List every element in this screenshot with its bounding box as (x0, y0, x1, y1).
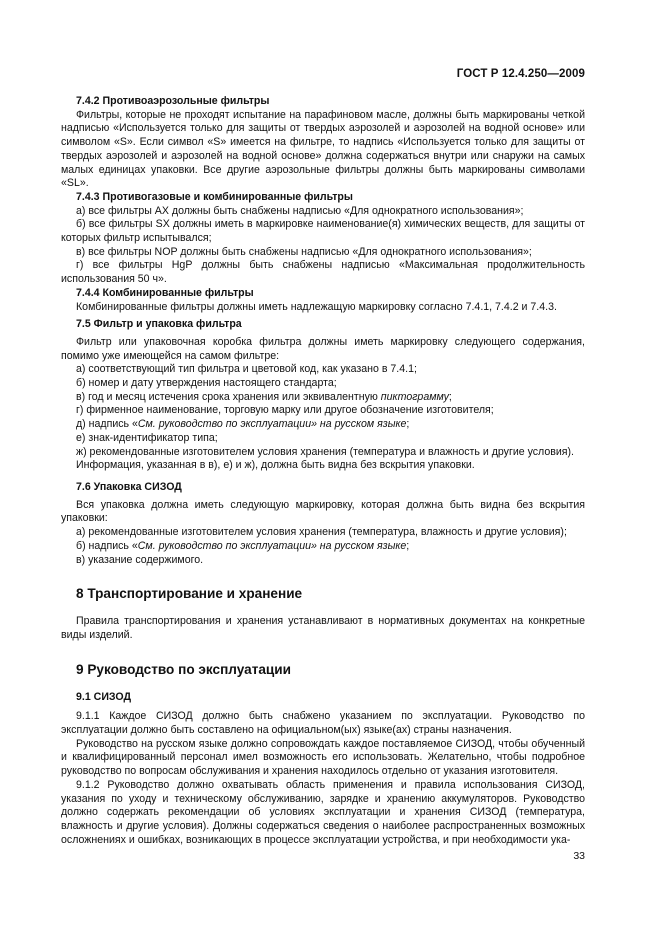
list-item: б) номер и дату утверждения настоящего стандарта; (76, 377, 337, 390)
list-item: б) надпись «См. руководство по эксплуатации» на русском языке; (76, 539, 410, 552)
paragraph: Фильтр или упаковочная коробка фильтра должны иметь маркировку следующего содержания, помимо уже имеющейся на самом фильтре: (61, 335, 585, 362)
list-item: в) все фильтры NOP должны быть снабжены надписью «Для однократного использования»; (76, 245, 532, 258)
page-number: 33 (573, 850, 585, 862)
list-item: г) все фильтры HgP должны быть снабжены надписью «Максимальная продолжительность использования 50 ч». (61, 259, 585, 286)
section-heading-7-5: 7.5 Фильтр и упаковка фильтра (76, 318, 242, 331)
list-item: б) все фильтры SX должны иметь в маркировке наименование(я) химических веществ, для защиты от которых фильтр испытывался; (61, 218, 585, 245)
list-item: г) фирменное наименование, торговую марку или другое обозначение изготовителя; (76, 404, 494, 417)
paragraph: Руководство на русском языке должно сопровождать каждое поставляемое СИЗОД, чтобы обученный и квалифицированный персонал имел возможность его использовать. Желательно, чтобы подробное руководство по вопросам обслуживания и хранения находилось отдельно от указания изготовителя. (61, 737, 585, 778)
list-item: д) надпись «См. руководство по эксплуатации» на русском языке; (76, 418, 410, 431)
paragraph: Правила транспортирования и хранения устанавливают в нормативных документах на конкретные виды изделий. (61, 615, 585, 641)
section-heading-9-1: 9.1 СИЗОД (76, 690, 132, 703)
list-item: а) рекомендованные изготовителем условия хранения (температура, влажность и другие условия); (76, 526, 567, 539)
paragraph: 9.1.2 Руководство должно охватывать область применения и правила использования СИЗОД, указания по уходу и техническому обслуживанию, зарядке и хранению аккумуляторов. Руководство должно содержать рекомендации об условиях эксплуатации и хранения СИЗОД (температура, влажность и другие условия). Должны содержаться сведения о наиболее распространенных возможных осложнениях и ошибках, возникающих в процессе эксплуатации устройства, и при необходимости ука- (61, 778, 585, 846)
list-item: в) указание содержимого. (76, 553, 204, 566)
section-heading-7-4-3: 7.4.3 Противогазовые и комбинированные фильтры (76, 190, 353, 203)
section-heading-9: 9 Руководство по эксплуатации (76, 661, 291, 677)
paragraph: Вся упаковка должна иметь следующую маркировку, которая должна быть видна без вскрытия упаковки: (61, 498, 585, 525)
list-item: в) год и месяц истечения срока хранения или эквивалентную пиктограмму; (76, 390, 452, 403)
section-heading-7-6: 7.6 Упаковка СИЗОД (76, 480, 182, 493)
list-item: а) все фильтры АХ должны быть снабжены надписью «Для однократного использования»; (76, 204, 524, 217)
note: Информация, указанная в в), е) и ж), должна быть видна без вскрытия упаковки. (76, 459, 475, 472)
list-item: ж) рекомендованные изготовителем условия хранения (температура и влажность и другие условия). (76, 445, 575, 458)
paragraph: Комбинированные фильтры должны иметь надлежащую маркировку согласно 7.4.1, 7.4.2 и 7.4.3. (76, 300, 557, 313)
paragraph: 9.1.1 Каждое СИЗОД должно быть снабжено указанием по эксплуатации. Руководство по эксплуатации должно быть составлено на официальном(ых) языке(ах) страны назначения. (61, 710, 585, 737)
list-item: е) знак-идентификатор типа; (76, 431, 218, 444)
list-item: а) соответствующий тип фильтра и цветовой код, как указано в 7.4.1; (76, 363, 417, 376)
document-body (61, 95, 585, 847)
section-heading-8: 8 Транспортирование и хранение (76, 586, 303, 602)
paragraph: Фильтры, которые не проходят испытание на парафиновом масле, должны быть маркированы четкой надписью «Используется только для защиты от твердых аэрозолей и аэрозолей на водной основе» или символом «S». Если символ «S» имеется на фильтре, то надпись «Используется только для защиты от твердых аэрозолей и аэрозолей на водной основе» должна содержаться внутри или снаружи на самых малых единицах упаковки. Все другие аэрозольные фильтры должны быть маркированы символами «SL». (61, 108, 585, 190)
document-number: ГОСТ Р 12.4.250—2009 (456, 68, 585, 80)
section-heading-7-4-4: 7.4.4 Комбинированные фильтры (76, 286, 254, 299)
section-heading-7-4-2: 7.4.2 Противоаэрозольные фильтры (76, 95, 270, 107)
